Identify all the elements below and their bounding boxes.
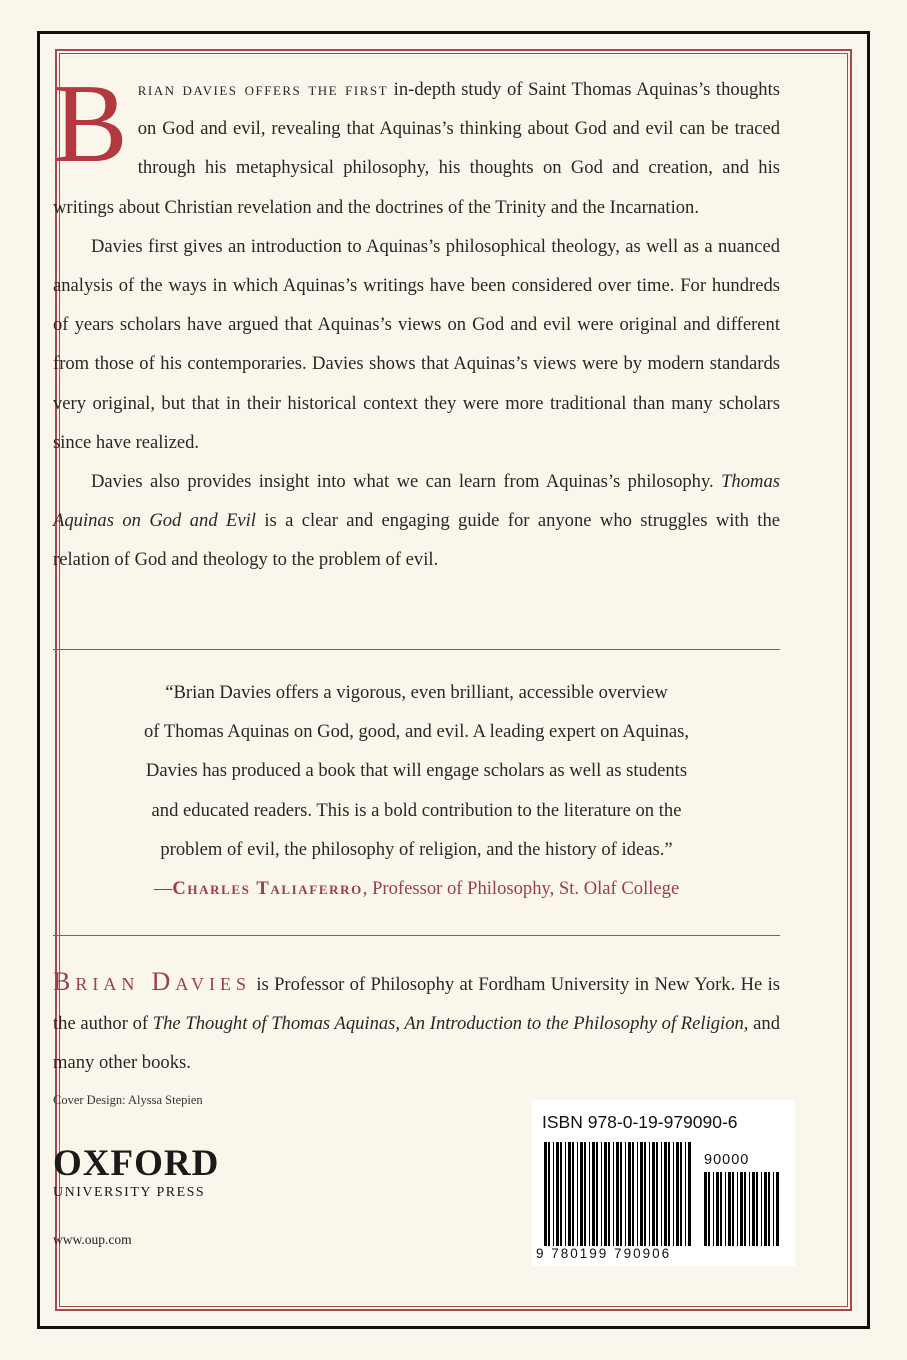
- author-bio: [53, 962, 780, 1083]
- paragraph-3-start: Davies also provides insight into what we can learn from Aquinas’s philosophy.: [91, 471, 722, 493]
- bio-text-2: and many other books.: [53, 1013, 780, 1074]
- barcode-bar: [544, 1142, 547, 1246]
- barcode-number: 9 780199 790906: [536, 1246, 672, 1261]
- barcode-bar: [740, 1172, 743, 1246]
- price-code: 90000: [704, 1152, 750, 1168]
- barcode-bar: [565, 1142, 566, 1246]
- publisher-sub: UNIVERSITY PRESS: [53, 1185, 206, 1200]
- barcode-bar: [737, 1172, 738, 1246]
- quote-line: Davies has produced a book that will engage scholars as well as students: [145, 760, 688, 782]
- barcode-bar: [637, 1142, 638, 1246]
- barcode-bar: [553, 1142, 554, 1246]
- quote-line: of Thomas Aquinas on God, good, and evil. A leading expert on Aquinas,: [143, 721, 689, 743]
- barcode-bar: [548, 1142, 550, 1246]
- barcode-bar: [668, 1142, 670, 1246]
- barcode-bar: [664, 1142, 667, 1246]
- barcode-bar: [661, 1142, 662, 1246]
- barcode-bar: [584, 1142, 586, 1246]
- barcode-bar: [716, 1172, 719, 1246]
- divider-bottom: [53, 935, 780, 936]
- isbn-label: ISBN 978-0-19-979090-6: [542, 1112, 738, 1132]
- barcode-bar: [568, 1142, 571, 1246]
- barcode-bar: [761, 1172, 762, 1246]
- paragraph-3-end: is a clear and engaging guide for anyone who struggles with the relation of God and theology to the problem of evil.: [53, 510, 780, 571]
- barcode-bar: [572, 1142, 574, 1246]
- barcode-bar: [756, 1172, 758, 1246]
- barcode-bar: [625, 1142, 626, 1246]
- barcode-bar: [592, 1142, 595, 1246]
- description: [53, 62, 780, 580]
- divider-top: [53, 649, 780, 650]
- barcode-bars: [532, 1100, 795, 1266]
- barcode-bar: [601, 1142, 602, 1246]
- lead-in: rian davies offers the first: [137, 79, 389, 100]
- quote-attribution: [53, 869, 780, 908]
- barcode-bar: [589, 1142, 590, 1246]
- barcode-bar: [580, 1142, 583, 1246]
- barcode-bar: [632, 1142, 634, 1246]
- barcode-bar: [725, 1172, 726, 1246]
- barcode-bar: [577, 1142, 578, 1246]
- barcode-bar: [708, 1172, 710, 1246]
- barcode-bar: [749, 1172, 750, 1246]
- bio-text-1: is Professor of Philosophy at Fordham University in New York. He is the author of: [53, 974, 780, 1035]
- barcode-bar: [620, 1142, 622, 1246]
- barcode-bar: [713, 1172, 714, 1246]
- attribution-name: Charles Taliaferro: [172, 878, 363, 900]
- barcode-bar: [644, 1142, 646, 1246]
- barcode-bar: [628, 1142, 631, 1246]
- bio-books: The Thought of Thomas Aquinas, An Introduction to the Philosophy of Religion,: [152, 1013, 749, 1035]
- quote-line: problem of evil, the philosophy of religion, and the history of ideas.”: [160, 838, 673, 860]
- barcode-bar: [673, 1142, 674, 1246]
- drop-cap: B: [53, 62, 128, 186]
- barcode-bar: [616, 1142, 619, 1246]
- barcode-bar: [640, 1142, 643, 1246]
- barcode-bar: [744, 1172, 746, 1246]
- barcode-bar: [560, 1142, 562, 1246]
- barcode-bar: [656, 1142, 658, 1246]
- quote-line: and educated readers. This is a bold contribution to the literature on the: [151, 799, 682, 821]
- paragraph-1: [53, 62, 780, 227]
- barcode-bar: [604, 1142, 607, 1246]
- barcode-bar: [649, 1142, 650, 1246]
- barcode-block: [532, 1100, 795, 1266]
- barcode-bar: [688, 1142, 691, 1246]
- publisher-logo: [53, 1145, 219, 1201]
- paragraph-2: Davies first gives an introduction to Aquinas’s philosophical theology, as well as a nuanced analysis of the ways in which Aquinas’s writings have been considered over time. For hundreds of years scholars have argued that Aquinas’s views on God and evil were original and different from those of his contemporaries. Davies shows that Aquinas’s views were by modern standards very original, but that in their historical context they were more traditional than many scholars since have realized.: [53, 235, 780, 453]
- barcode-bar: [776, 1172, 779, 1246]
- paragraph-1-text: in-depth study of Saint Thomas Aquinas’s thoughts on God and evil, revealing that Aquinas’s thinking about God and evil can be traced through his metaphysical philosophy, his thoughts on God and creation, and his writings about Christian revelation and the doctrines of the Trinity and the Incarnation.: [53, 79, 780, 218]
- barcode-bar: [764, 1172, 767, 1246]
- barcode-bar: [728, 1172, 731, 1246]
- barcode-bar: [768, 1172, 770, 1246]
- attribution-title: , Professor of Philosophy, St. Olaf College: [362, 878, 680, 900]
- barcode-bar: [773, 1172, 774, 1246]
- barcode-bar: [720, 1172, 722, 1246]
- barcode-bar: [608, 1142, 610, 1246]
- barcode-bar: [596, 1142, 598, 1246]
- cover-design-credit: Cover Design: Alyssa Stepien: [53, 1093, 203, 1107]
- barcode-bar: [732, 1172, 734, 1246]
- main-barcode: [544, 1142, 691, 1246]
- price-barcode: [704, 1172, 779, 1246]
- barcode-bar: [752, 1172, 755, 1246]
- attribution-dash: —: [153, 878, 173, 900]
- book-title: Thomas Aquinas on God and Evil: [53, 471, 780, 532]
- barcode-bar: [556, 1142, 559, 1246]
- publisher-url[interactable]: www.oup.com: [53, 1232, 132, 1247]
- barcode-bar: [704, 1172, 707, 1246]
- barcode-bar: [613, 1142, 614, 1246]
- quote-line: “Brian Davies offers a vigorous, even brilliant, accessible overview: [165, 682, 668, 703]
- barcode-bar: [685, 1142, 686, 1246]
- barcode-bar: [680, 1142, 682, 1246]
- endorsement-quote: [53, 673, 780, 908]
- barcode-bar: [676, 1142, 679, 1246]
- publisher-name: OXFORD: [53, 1143, 220, 1184]
- paragraph-3: [53, 462, 780, 580]
- barcode-bar: [652, 1142, 655, 1246]
- author-name: Brian Davies: [53, 967, 251, 996]
